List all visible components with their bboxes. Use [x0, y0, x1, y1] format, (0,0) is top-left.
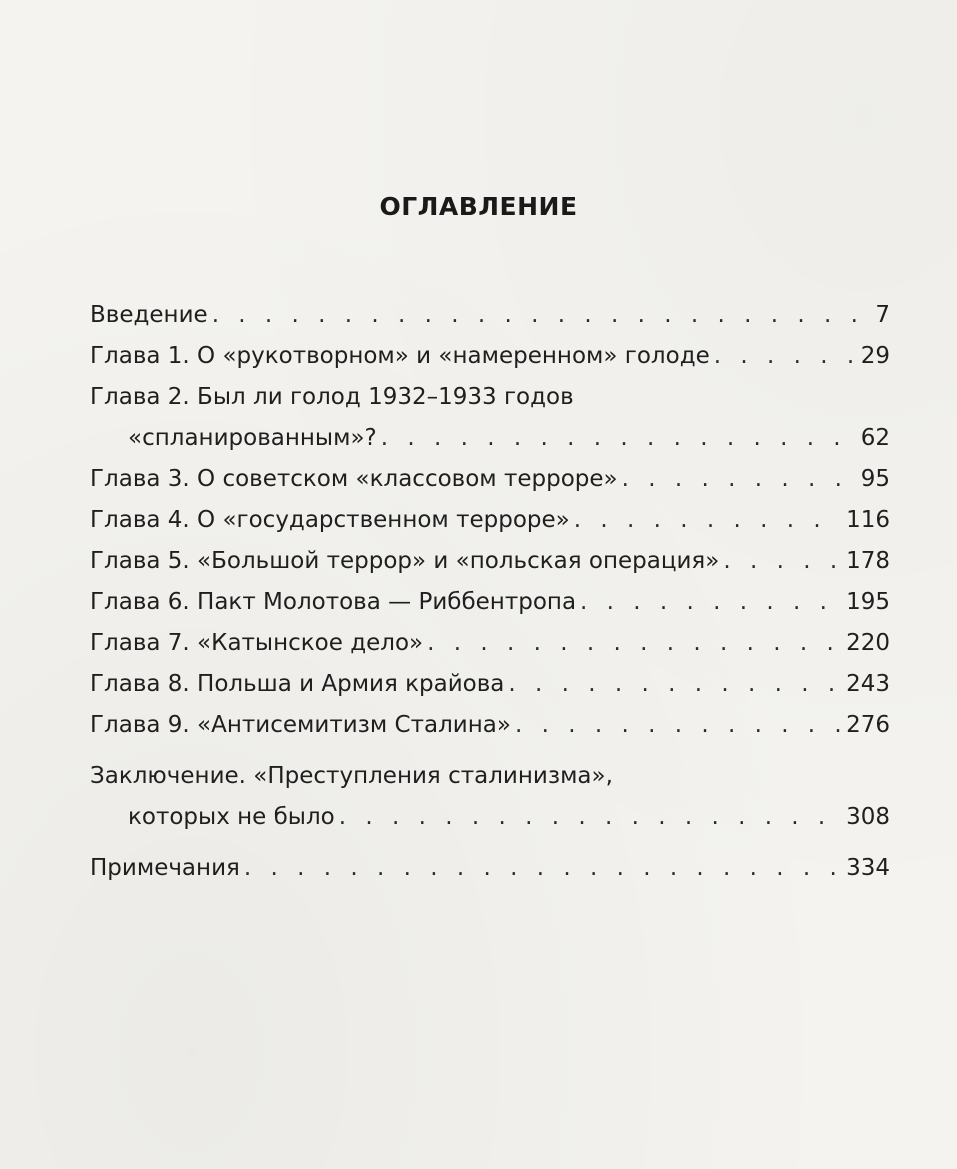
- toc-leader-dots: [339, 802, 842, 832]
- toc-entry-title: Глава 4. О «государственном терроре»: [90, 507, 570, 533]
- toc-entry-title: Глава 6. Пакт Молотова — Риббентропа: [90, 589, 577, 615]
- toc-page-number: 116: [846, 507, 890, 533]
- toc-leader-dots: [212, 300, 872, 330]
- toc-leader-dots: [515, 710, 842, 740]
- toc-leader-dots: [622, 464, 857, 494]
- toc-page-number: 7: [875, 302, 890, 328]
- toc-page-number: 178: [846, 548, 890, 574]
- toc-entry-title: Глава 9. «Антисемитизм Сталина»: [90, 712, 511, 738]
- toc-entry-chapter-6: [90, 587, 890, 628]
- toc-entry-notes: [90, 853, 890, 894]
- toc-entry-title: Глава 7. «Катынское дело»: [90, 630, 424, 656]
- toc-entry-chapter-8: [90, 669, 890, 710]
- toc-entry-chapter-9: [90, 710, 890, 751]
- toc-leader-dots: [723, 546, 842, 576]
- toc-leader-dots: [714, 341, 857, 371]
- toc-entry-title: Глава 5. «Большой террор» и «польская операция»: [90, 548, 720, 574]
- toc-page-number: 243: [846, 671, 890, 697]
- toc-page-number: 62: [860, 425, 890, 451]
- toc-entry-title-continued: которых не было: [128, 804, 335, 830]
- toc-leader-dots: [244, 853, 842, 883]
- toc-entry-title: Глава 2. Был ли голод 1932–1933 годов: [90, 384, 574, 410]
- toc-page-number: 95: [860, 466, 890, 492]
- toc-page-number: 308: [846, 804, 890, 830]
- page-title: ОГЛАВЛЕНИЕ: [379, 192, 578, 221]
- toc-entry-chapter-7: [90, 628, 890, 669]
- toc-entry-chapter-4: [90, 505, 890, 546]
- toc-entry-title-continued: «спланированным»?: [128, 425, 377, 451]
- toc-entry-title: Примечания: [90, 855, 240, 881]
- toc-entry-title: Введение: [90, 302, 208, 328]
- toc-page-number: 276: [846, 712, 890, 738]
- toc-entry-chapter-5: [90, 546, 890, 587]
- toc-page-number: 29: [860, 343, 890, 369]
- toc-leader-dots: [580, 587, 842, 617]
- toc-entry-chapter-1: [90, 341, 890, 382]
- toc-entry-introduction: [90, 300, 890, 341]
- toc-page-number: 334: [846, 855, 890, 881]
- toc-entry-title: Глава 8. Польша и Армия крайова: [90, 671, 505, 697]
- toc-entry-chapter-3: [90, 464, 890, 505]
- toc-entry-title: Глава 1. О «рукотворном» и «намеренном» голоде: [90, 343, 710, 369]
- toc-entry-chapter-2: [90, 382, 890, 464]
- toc-entry-conclusion: [90, 761, 890, 843]
- toc-leader-dots: [427, 628, 842, 658]
- toc-leader-dots: [381, 423, 857, 453]
- toc-page-number: 220: [846, 630, 890, 656]
- toc-entry-title: Заключение. «Преступления сталинизма»,: [90, 763, 613, 789]
- toc-entry-title: Глава 3. О советском «классовом терроре»: [90, 466, 618, 492]
- toc-leader-dots: [508, 669, 842, 699]
- toc-leader-dots: [574, 505, 842, 535]
- table-of-contents: [90, 300, 890, 894]
- toc-page-number: 195: [846, 589, 890, 615]
